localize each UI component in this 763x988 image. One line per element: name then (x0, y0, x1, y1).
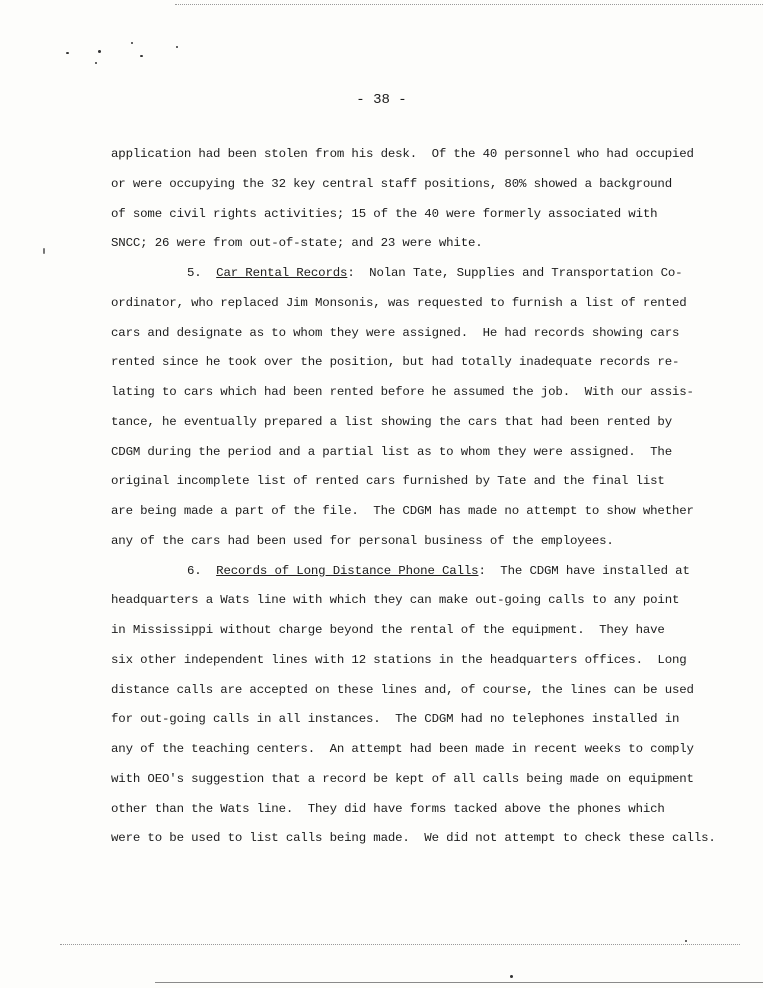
section-6-first-line (111, 557, 751, 587)
text-line: other than the Wats line. They did have forms tacked above the phones which (111, 801, 665, 816)
text-line: any of the teaching centers. An attempt had been made in recent weeks to comply (111, 742, 694, 756)
section-5-number: 5. (187, 266, 202, 280)
section-6-number: 6. (187, 563, 202, 578)
text-line: for out-going calls in all instances. The CDGM had no telephones installed in (111, 712, 680, 727)
section-5-heading: Car Rental Records (216, 266, 348, 280)
scan-speck (43, 248, 45, 254)
scan-speck (95, 62, 97, 64)
text-line: or were occupying the 32 key central staff positions, 80% showed a background (111, 176, 672, 191)
scan-speck (685, 940, 687, 942)
text-line: any of the cars had been used for personal business of the employees. (111, 533, 614, 548)
text-line: six other independent lines with 12 stations in the headquarters offices. Long (111, 652, 687, 667)
text-line: lating to cars which had been rented before he assumed the job. With our assis- (111, 385, 694, 399)
scan-speck (176, 46, 178, 48)
scan-edge-bottom-line (155, 982, 763, 983)
text-line: tance, he eventually prepared a list showing the cars that had been rented by (111, 414, 672, 429)
page-number: - 38 - (356, 92, 407, 108)
text-line: headquarters a Wats line with which they can make out-going calls to any point (111, 593, 680, 608)
text-line: cars and designate as to whom they were assigned. He had records showing cars (111, 325, 680, 340)
text-line: original incomplete list of rented cars furnished by Tate and the final list (111, 474, 665, 489)
scan-speck (131, 42, 133, 44)
text-line: application had been stolen from his desk. Of the 40 personnel who had occupied (111, 147, 694, 161)
text-line: ordinator, who replaced Jim Monsonis, was requested to furnish a list of rented (111, 295, 687, 310)
section-5-first-line-text: : Nolan Tate, Supplies and Transportation Co- (347, 266, 683, 280)
text-line: distance calls are accepted on these lines and, of course, the lines can be used (111, 682, 694, 697)
document-body (111, 140, 751, 854)
scan-edge-top (175, 4, 763, 5)
section-6-heading: Records of Long Distance Phone Calls (216, 563, 479, 578)
scan-edge-bottom-dotted (60, 944, 740, 945)
section-5-first-line (111, 259, 751, 289)
text-line: are being made a part of the file. The CDGM has made no attempt to show whether (111, 504, 694, 518)
text-line: CDGM during the period and a partial list as to whom they were assigned. The (111, 444, 672, 459)
text-line: SNCC; 26 were from out-of-state; and 23 were white. (111, 236, 483, 251)
scan-speck (66, 52, 69, 54)
scan-speck (140, 55, 143, 57)
scan-speck (510, 975, 513, 978)
scan-speck (98, 50, 101, 53)
text-line: of some civil rights activities; 15 of the 40 were formerly associated with (111, 206, 658, 221)
text-line: rented since he took over the position, but had totally inadequate records re- (111, 355, 680, 370)
section-6-first-line-text: : The CDGM have installed at (478, 563, 690, 578)
text-line: were to be used to list calls being made. We did not attempt to check these calls. (111, 831, 716, 846)
text-line: in Mississippi without charge beyond the rental of the equipment. They have (111, 623, 665, 637)
text-line: with OEO's suggestion that a record be kept of all calls being made on equipment (111, 771, 694, 786)
